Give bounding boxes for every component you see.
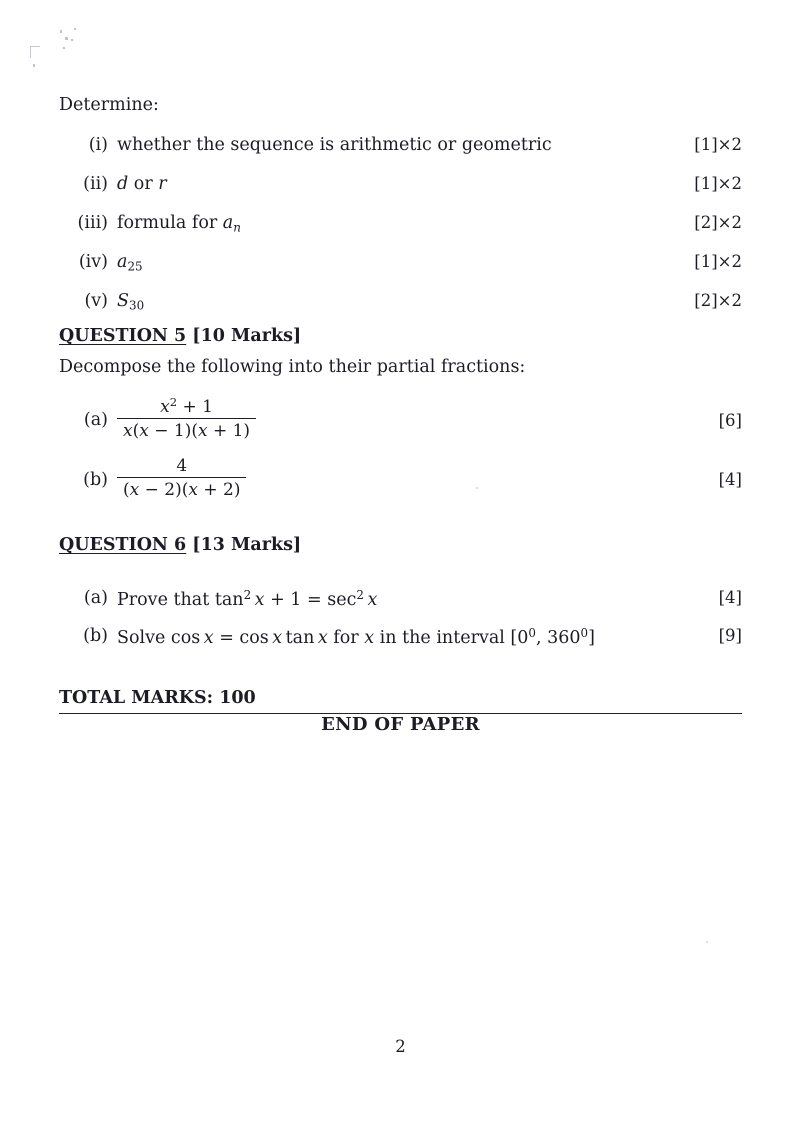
list-item-marks: [1]×2	[694, 252, 742, 271]
list-item-marks: [2]×2	[694, 291, 742, 310]
determine-lead: Determine:	[59, 95, 159, 115]
list-item-marker: (ii)	[83, 174, 108, 194]
question-6-number: QUESTION 6	[59, 535, 187, 555]
list-item-math	[117, 458, 709, 502]
list-item-marker: (b)	[83, 469, 108, 490]
question-6-item-b	[59, 626, 742, 649]
question-6-heading	[59, 535, 301, 555]
list-item-marker: (iv)	[78, 252, 108, 272]
list-item-marker: (i)	[88, 135, 108, 155]
question-5-marks: [10 Marks]	[192, 326, 302, 346]
fraction	[117, 396, 256, 441]
list-item-marks: [6]	[718, 410, 742, 430]
list-item-marker: (a)	[83, 588, 108, 608]
list-item-text: formula for $a_n$	[117, 213, 241, 235]
list-item-marks: [2]×2	[694, 213, 742, 232]
list-item-marks: [1]×2	[694, 135, 742, 154]
fraction-denominator: (x − 2)(x + 2)	[117, 477, 246, 500]
list-item-marks: [4]	[718, 470, 742, 490]
list-item-marker: (b)	[83, 626, 108, 646]
list-item-text: whether the sequence is arithmetic or geometric	[117, 135, 552, 155]
list-item	[59, 213, 742, 235]
scan-artifact-corner	[30, 46, 40, 58]
list-item	[59, 252, 742, 274]
list-item-text: Prove that $\tan^2 x + 1 = \sec^2 x$	[117, 588, 378, 611]
list-item-text: d or r	[117, 174, 167, 194]
list-item-text: $a_{25}$	[117, 252, 143, 274]
question-5-instruction: Decompose the following into their partial fractions:	[59, 357, 526, 377]
list-item-math	[117, 395, 709, 443]
page-number: 2	[395, 1037, 406, 1056]
list-item-marks: [1]×2	[694, 174, 742, 193]
question-6-marks: [13 Marks]	[192, 535, 302, 555]
list-item-marks: [9]	[718, 626, 742, 645]
list-item-marker: (a)	[83, 410, 108, 431]
question-5-item-b	[59, 458, 742, 502]
list-item-text: Solve cos x = cos x tan x for x in the interval [$0^0$, $360^0$]	[117, 626, 595, 649]
end-of-paper: END OF PAPER	[321, 714, 480, 735]
fraction-numerator: $x^2 + 1$	[160, 395, 213, 417]
list-item	[59, 291, 742, 313]
question-5-heading	[59, 326, 301, 346]
list-item-marker: (v)	[84, 291, 108, 311]
list-item-text: $S_{30}$	[117, 291, 145, 313]
fraction-denominator: x(x − 1)(x + 1)	[117, 418, 256, 441]
question-6-item-a	[59, 588, 742, 611]
question-5-item-a	[59, 395, 742, 443]
list-item-marks: [4]	[718, 588, 742, 607]
fraction-numerator: 4	[176, 456, 188, 476]
list-item-marker: (iii)	[77, 213, 108, 233]
list-item	[59, 135, 742, 156]
exam-page-content	[59, 0, 742, 1122]
total-marks: TOTAL MARKS: 100	[59, 688, 256, 708]
list-item	[59, 174, 742, 195]
question-5-number: QUESTION 5	[59, 326, 187, 346]
fraction	[117, 456, 246, 500]
scan-artifact-speck	[33, 64, 35, 67]
